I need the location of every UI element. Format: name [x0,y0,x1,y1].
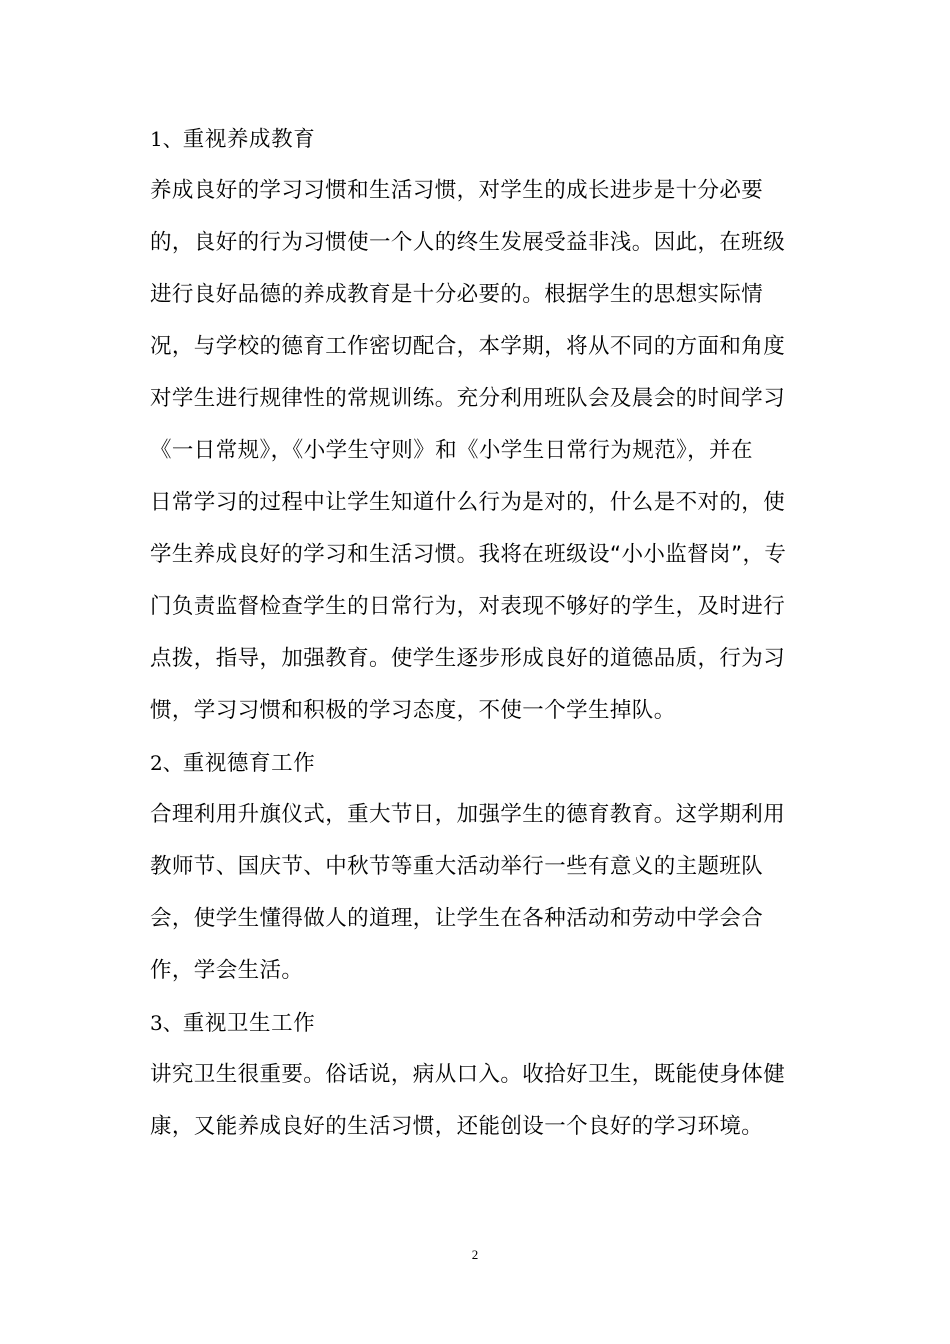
page-number: 2 [471,1247,479,1262]
section-2-title: 重视德育工作 [182,751,316,776]
section-3-title: 重视卫生工作 [182,1011,316,1036]
section-2-heading [150,737,802,789]
section-1-line: 《一日常规》，《小学生守则》和《小学生日常行为规范》，并在 [150,438,753,463]
section-1-line: 进行良好品德的养成教育是十分必要的。根据学生的思想实际情 [150,282,764,307]
section-2-line: 会，使学生懂得做人的道理，让学生在各种活动和劳动中学会合 [150,906,764,931]
section-1-line: 的，良好的行为习惯使一个人的终生发展受益非浅。因此，在班级 [150,230,786,255]
section-3-line: 讲究卫生很重要。俗话说，病从口入。收拾好卫生，既能使身体健 [150,1062,786,1087]
section-1-number: 1、 [150,127,183,151]
section-1-heading [150,113,802,165]
section-1-line: 惯，学习习惯和积极的学习态度，不使一个学生掉队。 [150,698,676,723]
section-2-line: 教师节、国庆节、中秋节等重大活动举行一些有意义的主题班队 [150,854,764,879]
section-2-line: 作，学会生活。 [150,958,304,983]
section-1-title: 重视养成教育 [182,127,316,152]
body-text [150,113,802,1153]
section-3-line: 康，又能养成良好的生活习惯，还能创设一个良好的学习环境。 [150,1114,764,1139]
section-2-line: 合理利用升旗仪式，重大节日，加强学生的德育教育。这学期利用 [150,802,786,827]
section-2-number: 2、 [150,751,183,775]
section-3-heading [150,997,802,1049]
section-3-number: 3、 [150,1011,183,1035]
section-1-line: 点拨，指导，加强教育。使学生逐步形成良好的道德品质，行为习 [150,646,786,671]
section-1-line: 门负责监督检查学生的日常行为，对表现不够好的学生，及时进行 [150,594,786,619]
section-1-line: 日常学习的过程中让学生知道什么行为是对的，什么是不对的，使 [150,490,786,515]
section-1-line: 学生养成良好的学习和生活习惯。我将在班级设“小小监督岗”，专 [150,542,787,567]
section-1-line: 况，与学校的德育工作密切配合，本学期，将从不同的方面和角度 [150,334,786,359]
section-1-line: 对学生进行规律性的常规训练。充分利用班队会及晨会的时间学习 [150,386,786,411]
section-1-line: 养成良好的学习习惯和生活习惯，对学生的成长进步是十分必要 [150,178,764,203]
